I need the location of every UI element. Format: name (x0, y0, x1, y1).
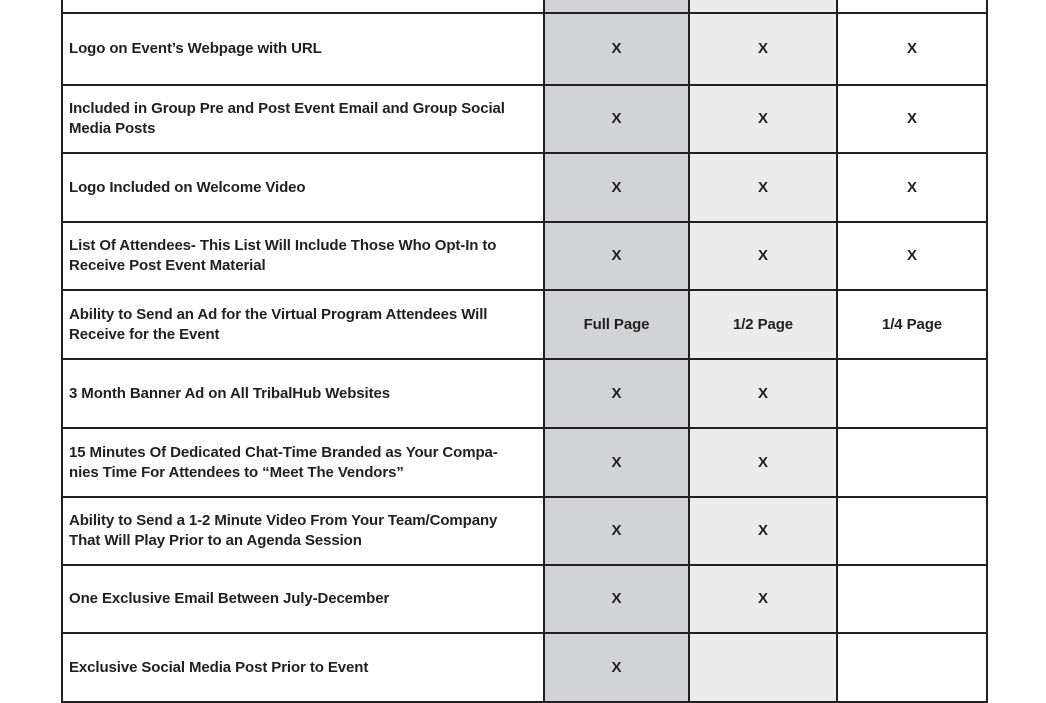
tier2-cell (689, 0, 837, 13)
tier3-cell: 1/4 Page (837, 290, 987, 359)
benefit-cell: Exclusive Social Media Post Prior to Event (62, 633, 544, 702)
benefit-cell: 3 Month Banner Ad on All TribalHub Websites (62, 359, 544, 428)
tier2-cell: X (689, 85, 837, 153)
tier3-cell (837, 0, 987, 13)
tier2-cell: 1/2 Page (689, 290, 837, 359)
tier1-cell: X (544, 633, 689, 702)
tier2-cell (689, 633, 837, 702)
tier2-cell: X (689, 222, 837, 290)
tier2-cell: X (689, 428, 837, 497)
benefit-cell: Ability to Send a 1-2 Minute Video From Your Team/Company That Will Play Prior to an Agenda Session (62, 497, 544, 565)
tier1-cell: X (544, 359, 689, 428)
table-row (62, 153, 987, 222)
table-row (62, 428, 987, 497)
tier1-cell: X (544, 565, 689, 633)
sponsorship-benefits-table (61, 0, 988, 703)
tier3-cell (837, 497, 987, 565)
table-row (62, 633, 987, 702)
table-row (62, 85, 987, 153)
benefit-cell: 15 Minutes Of Dedicated Chat-Time Branded as Your Compa-nies Time For Attendees to “Meet The Vendors” (62, 428, 544, 497)
benefit-cell: One Exclusive Email Between July-December (62, 565, 544, 633)
table-row (62, 0, 987, 13)
table-row (62, 565, 987, 633)
tier2-cell: X (689, 153, 837, 222)
tier2-cell: X (689, 359, 837, 428)
table-row (62, 359, 987, 428)
tier3-cell (837, 565, 987, 633)
tier1-cell: Full Page (544, 290, 689, 359)
tier1-cell: X (544, 222, 689, 290)
benefit-cell (62, 0, 544, 13)
tier1-cell: X (544, 13, 689, 85)
tier1-cell: X (544, 497, 689, 565)
tier1-cell: X (544, 153, 689, 222)
benefit-cell: Logo Included on Welcome Video (62, 153, 544, 222)
tier3-cell (837, 428, 987, 497)
table-row (62, 222, 987, 290)
benefit-cell: List Of Attendees- This List Will Include Those Who Opt-In to Receive Post Event Material (62, 222, 544, 290)
tier3-cell: X (837, 222, 987, 290)
tier3-cell (837, 633, 987, 702)
tier2-cell: X (689, 497, 837, 565)
tier3-cell: X (837, 85, 987, 153)
table-row (62, 497, 987, 565)
tier1-cell: X (544, 85, 689, 153)
tier3-cell: X (837, 13, 987, 85)
benefit-cell: Included in Group Pre and Post Event Email and Group Social Media Posts (62, 85, 544, 153)
tier1-cell: X (544, 428, 689, 497)
tier3-cell: X (837, 153, 987, 222)
benefit-cell: Logo on Event’s Webpage with URL (62, 13, 544, 85)
table-row (62, 13, 987, 85)
tier2-cell: X (689, 565, 837, 633)
tier2-cell: X (689, 13, 837, 85)
tier3-cell (837, 359, 987, 428)
benefit-cell: Ability to Send an Ad for the Virtual Program Attendees Will Receive for the Event (62, 290, 544, 359)
tier1-cell (544, 0, 689, 13)
table-row (62, 290, 987, 359)
